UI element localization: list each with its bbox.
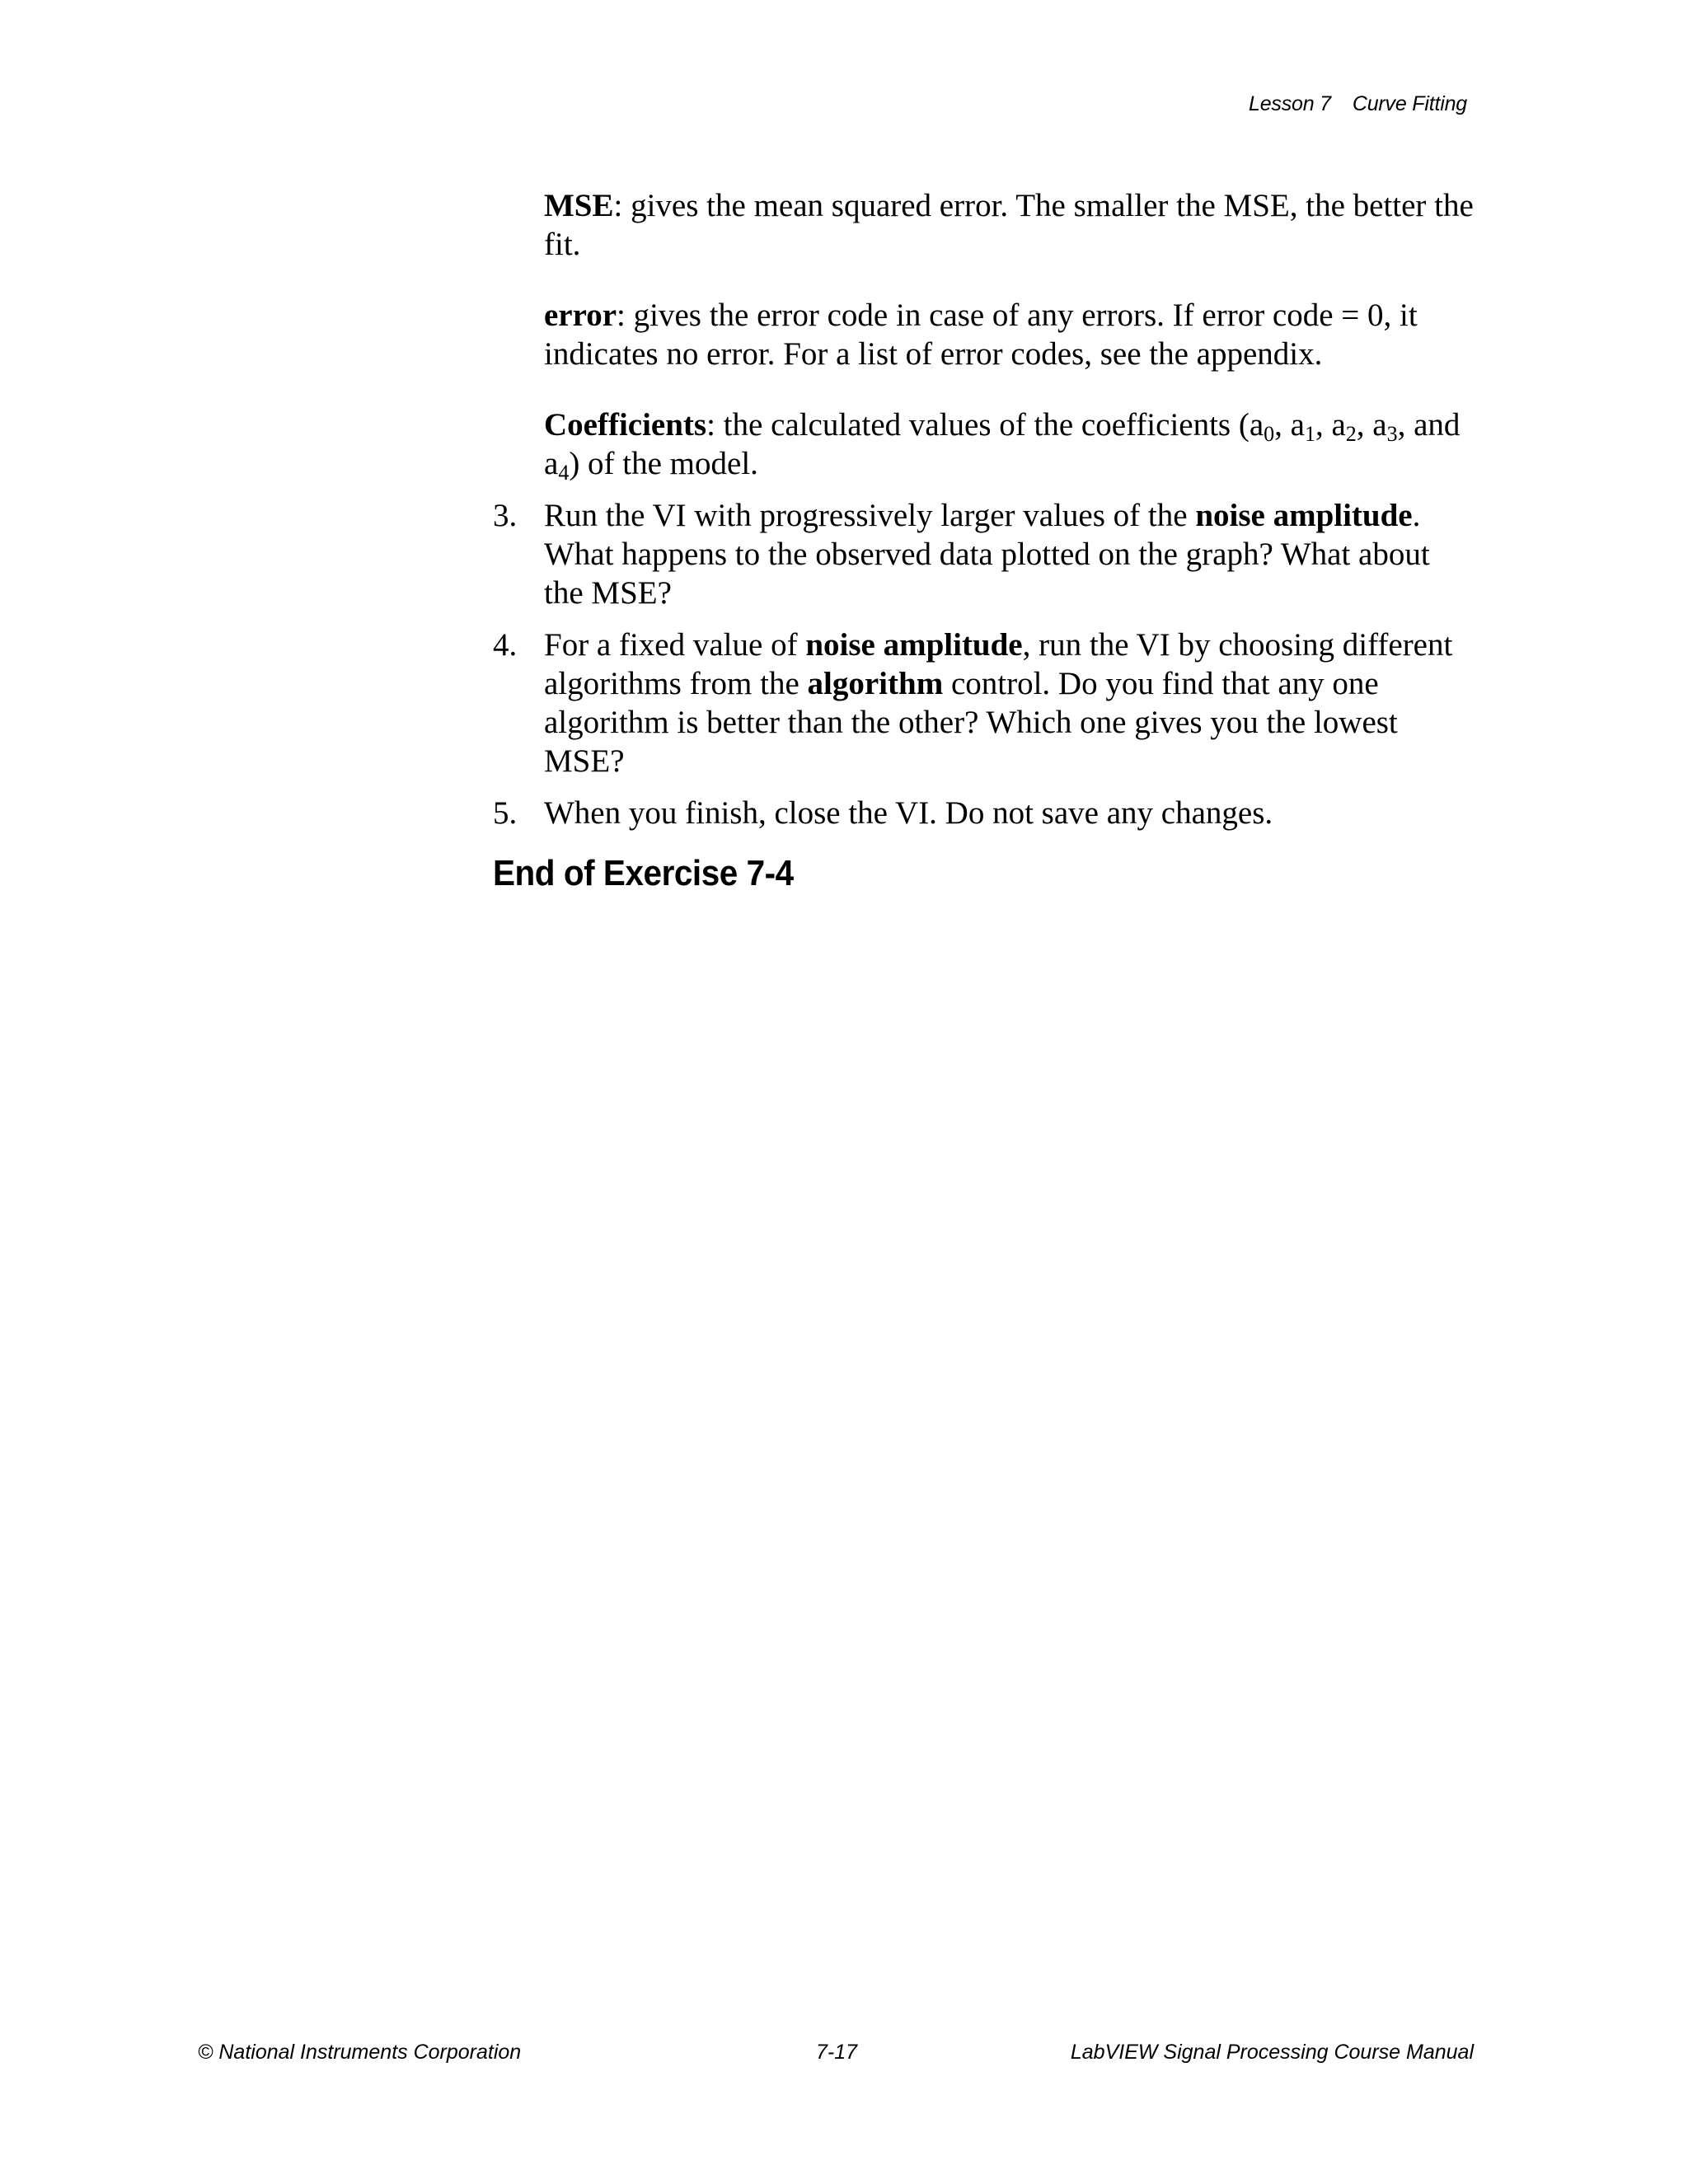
- subscript: 3: [1386, 422, 1398, 446]
- step-text: . What happens to the observed data plotted on the graph? What about the MSE?: [544, 498, 1430, 611]
- definition-error: [544, 296, 1475, 373]
- step-3: [493, 496, 1475, 612]
- definition-text: : gives the error code in case of any errors. If error code = 0, it indicates no error. For a list of error codes, see the appendix.: [544, 298, 1418, 372]
- step-5: [493, 794, 1475, 832]
- term-error: error: [544, 298, 617, 333]
- subscript: 1: [1304, 422, 1315, 446]
- definition-text: , and a: [544, 407, 1461, 481]
- header-title: Curve Fitting: [1352, 92, 1467, 115]
- subscript: 0: [1264, 422, 1275, 446]
- step-bold-term: noise amplitude: [805, 627, 1023, 663]
- step-text: Run the VI with progressively larger values of the: [544, 498, 1196, 533]
- term-coefficients: Coefficients: [544, 407, 707, 443]
- subscript: 2: [1345, 422, 1357, 446]
- footer-manual-title: LabVIEW Signal Processing Course Manual: [1070, 2041, 1474, 2064]
- definition-text: ) of the model.: [569, 446, 758, 481]
- definition-mse: [544, 186, 1475, 264]
- step-text: For a fixed value of: [544, 627, 806, 663]
- definition-text: : the calculated values of the coefficients (a: [706, 407, 1264, 443]
- step-number: 5.: [493, 795, 518, 831]
- definition-text: , a: [1315, 407, 1346, 443]
- step-bold-term: algorithm: [807, 666, 944, 701]
- step-number: 3.: [493, 498, 518, 533]
- step-4: [493, 626, 1475, 780]
- footer-copyright: © National Instruments Corporation: [198, 2041, 522, 2064]
- running-header: [1249, 92, 1467, 116]
- definition-text: : gives the mean squared error. The smaller the MSE, the better the fit.: [544, 188, 1474, 262]
- page-body: [0, 186, 1688, 893]
- step-text: control. Do you find that any one algorithm is better than the other? Which one gives you the lowest MSE?: [544, 666, 1398, 779]
- definition-text: , a: [1274, 407, 1305, 443]
- term-mse: MSE: [544, 188, 614, 223]
- step-bold-term: noise amplitude: [1195, 498, 1413, 533]
- step-text: When you finish, close the VI. Do not save any changes.: [544, 795, 1273, 831]
- step-number: 4.: [493, 627, 518, 663]
- subscript: 4: [558, 461, 570, 485]
- step-text: , run the VI by choosing different algorithms from the: [544, 627, 1453, 701]
- definition-text: , a: [1356, 407, 1387, 443]
- definition-coefficients: [544, 405, 1475, 483]
- footer-page-number: 7-17: [816, 2041, 858, 2064]
- header-lesson: Lesson 7: [1249, 92, 1331, 115]
- section-end-heading: End of Exercise 7-4: [493, 853, 794, 893]
